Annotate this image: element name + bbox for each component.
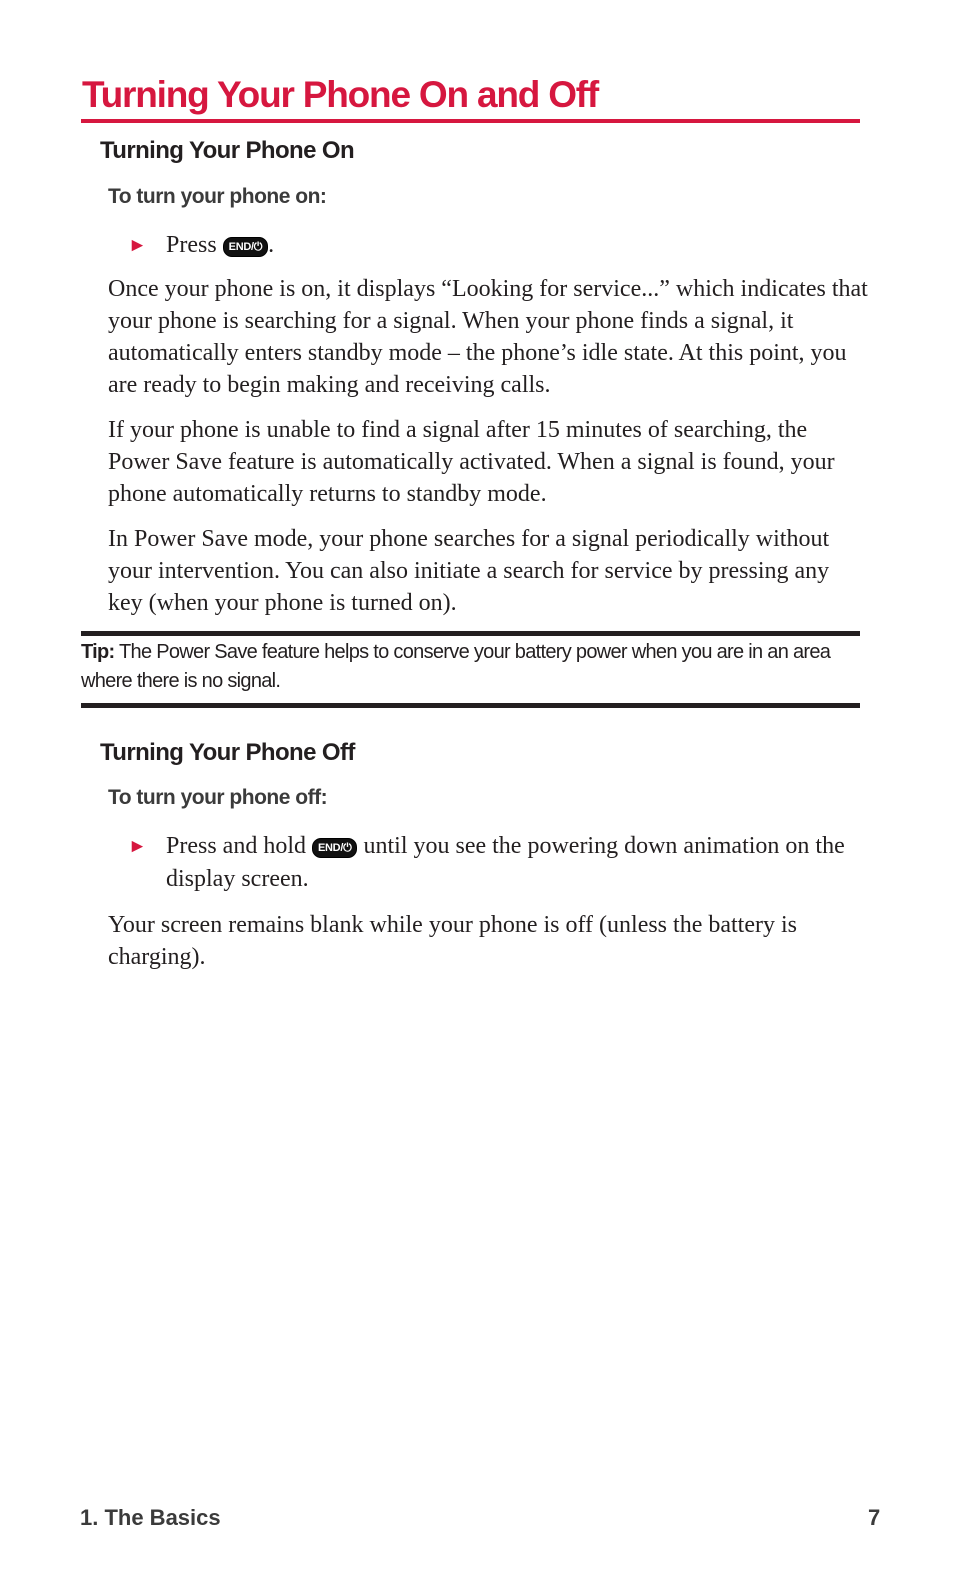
end-power-key-icon: END/⏻	[223, 237, 268, 257]
step-off-after: until you see the powering down animation on the display screen.	[166, 833, 845, 892]
paragraph-on-2: If your phone is unable to find a signal after 15 minutes of searching, the Power Save feature is automatically activated. When a signal is found, your phone automatically returns to standby mode.	[108, 417, 835, 507]
end-power-key-icon: END/⏻	[312, 838, 357, 858]
tip-top-rule	[81, 631, 860, 636]
page-number: 7	[868, 1505, 881, 1530]
step-on-before: Press	[166, 232, 217, 258]
tip-label: Tip:	[81, 641, 115, 663]
step-off-text	[166, 830, 856, 896]
paragraph-on-3: In Power Save mode, your phone searches for a signal periodically without your intervention. You can also initiate a search for service by pressing any key (when your phone is turned on).	[108, 526, 830, 616]
tip-bottom-rule	[81, 703, 860, 708]
tip-note	[81, 638, 861, 696]
bullet-arrow-icon: ►	[128, 836, 147, 857]
tip-text: The Power Save feature helps to conserve your battery power when you are in an area where there is no signal.	[81, 641, 831, 692]
footer-section-label: 1. The Basics	[80, 1505, 221, 1530]
bullet-arrow-icon: ►	[128, 235, 147, 256]
section-heading-on: Turning Your Phone On	[100, 137, 355, 164]
paragraph-off-1: Your screen remains blank while your phone is off (unless the battery is charging).	[108, 912, 797, 970]
page-title: Turning Your Phone On and Off	[82, 74, 599, 115]
step-on-text	[166, 229, 856, 262]
section-heading-off: Turning Your Phone Off	[100, 739, 355, 766]
title-divider	[81, 119, 860, 123]
instruction-on: To turn your phone on:	[108, 185, 327, 208]
paragraph-on-1: Once your phone is on, it displays “Looking for service...” which indicates that your phone is searching for a signal. When your phone finds a signal, it automatically enters standby mode – the phone’s idle state. At this point, you are ready to begin making and receiving calls.	[108, 276, 868, 398]
instruction-off: To turn your phone off:	[108, 786, 328, 809]
step-off-before: Press and hold	[166, 833, 306, 859]
step-on-after: .	[268, 232, 275, 258]
